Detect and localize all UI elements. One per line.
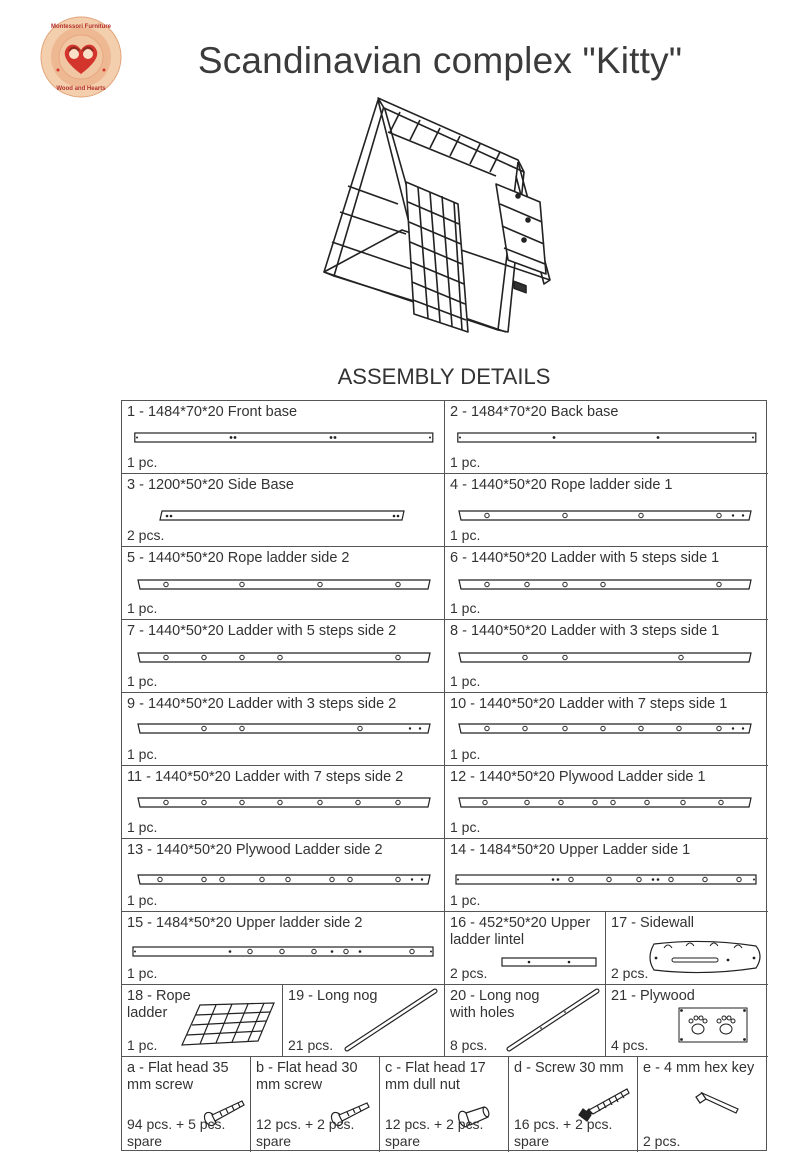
- part-label: 9 - 1440*50*20 Ladder with 3 steps side 2: [127, 696, 397, 712]
- part-cell: [445, 766, 768, 839]
- part-beam-illustration: [136, 721, 432, 735]
- part-beam-illustration: [136, 872, 432, 886]
- part-qty: 1 pc.: [450, 454, 481, 470]
- parts-grid: [121, 400, 767, 1151]
- hex-key-icon: [694, 1091, 742, 1115]
- hardware-cell: [122, 1057, 251, 1152]
- hardware-label: c - Flat head 17 mm dull nut: [385, 1060, 486, 1093]
- part-beam-illustration: [136, 577, 432, 591]
- part-qty: 21 pcs.: [288, 1037, 334, 1053]
- part-qty: 1 pc.: [450, 600, 481, 616]
- part-cell: [445, 401, 768, 474]
- part-qty: 2 pcs.: [611, 965, 649, 981]
- part-label: 3 - 1200*50*20 Side Base: [127, 477, 294, 493]
- part-label: 16 - 452*50*20 Upper ladder lintel: [450, 915, 591, 948]
- hardware-qty: 12 pcs. + 2 pcs. spare: [385, 1116, 484, 1149]
- part-label: 19 - Long nog: [288, 988, 378, 1004]
- part-label: 14 - 1484*50*20 Upper Ladder side 1: [450, 842, 691, 858]
- part-label: 6 - 1440*50*20 Ladder with 5 steps side 1: [450, 550, 720, 566]
- part-qty: 1 pc.: [127, 673, 158, 689]
- brand-logo: [38, 14, 124, 100]
- part-cell: [445, 839, 768, 912]
- sidewall-illustration: [646, 938, 764, 978]
- hardware-cell: [509, 1057, 638, 1152]
- part-label: 10 - 1440*50*20 Ladder with 7 steps side 1: [450, 696, 728, 712]
- hardware-label: a - Flat head 35 mm screw: [127, 1060, 229, 1093]
- part-cell: [445, 547, 768, 620]
- part-qty: 4 pcs.: [611, 1037, 649, 1053]
- part-qty: 1 pc.: [127, 454, 158, 470]
- part-label: 21 - Plywood: [611, 988, 695, 1004]
- part-cell: [283, 985, 445, 1057]
- part-qty: 1 pc.: [127, 819, 158, 835]
- part-qty: 1 pc.: [127, 600, 158, 616]
- hardware-cell: [638, 1057, 768, 1152]
- part-beam-illustration: [457, 650, 753, 664]
- part-beam-illustration: [132, 944, 434, 958]
- complex-illustration: [318, 92, 558, 354]
- part-cell: [122, 401, 445, 474]
- part-label: 13 - 1440*50*20 Plywood Ladder side 2: [127, 842, 383, 858]
- part-cell: [122, 693, 445, 766]
- part-beam-illustration: [501, 956, 597, 968]
- long-nog-illustration: [343, 987, 439, 1053]
- hardware-qty: 94 pcs. + 5 pcs. spare: [127, 1116, 226, 1149]
- part-cell: [445, 620, 768, 693]
- part-qty: 1 pc.: [450, 746, 481, 762]
- part-label: 15 - 1484*50*20 Upper ladder side 2: [127, 915, 363, 931]
- hardware-qty: 12 pcs. + 2 pcs. spare: [256, 1116, 355, 1149]
- part-label: 8 - 1440*50*20 Ladder with 3 steps side 1: [450, 623, 720, 639]
- part-label: 12 - 1440*50*20 Plywood Ladder side 1: [450, 769, 706, 785]
- part-qty: 1 pc.: [450, 527, 481, 543]
- part-label: 1 - 1484*70*20 Front base: [127, 404, 298, 420]
- part-cell: [445, 912, 606, 985]
- part-qty: 1 pc.: [127, 892, 158, 908]
- part-qty: 8 pcs.: [450, 1037, 488, 1053]
- part-label: 20 - Long nog with holes: [450, 988, 540, 1021]
- hardware-cell: [380, 1057, 509, 1152]
- part-cell: [122, 547, 445, 620]
- hardware-cell: [251, 1057, 380, 1152]
- part-label: 17 - Sidewall: [611, 915, 695, 931]
- part-beam-illustration: [136, 795, 432, 809]
- part-qty: 1 pc.: [450, 819, 481, 835]
- part-cell: [122, 474, 445, 547]
- part-cell: [122, 766, 445, 839]
- part-beam-illustration: [457, 431, 757, 445]
- logo-bottom-text: Wood and Hearts: [56, 86, 106, 92]
- long-nog-with-holes-illustration: [505, 987, 601, 1053]
- part-cell: [122, 620, 445, 693]
- part-beam-illustration: [457, 721, 753, 735]
- part-cell: [606, 912, 768, 985]
- part-cell: [122, 912, 445, 985]
- part-label: 18 - Rope ladder: [127, 988, 191, 1021]
- part-cell: [445, 474, 768, 547]
- part-qty: 1 pc.: [127, 965, 158, 981]
- part-qty: 1 pc.: [127, 746, 158, 762]
- part-cell: [445, 985, 606, 1057]
- part-beam-illustration: [457, 795, 753, 809]
- part-cell: [606, 985, 768, 1057]
- part-beam-illustration: [136, 650, 432, 664]
- part-cell: [122, 839, 445, 912]
- page-title: Scandinavian complex "Kitty": [197, 40, 683, 81]
- logo-top-text: Montessori Furniture: [50, 24, 111, 30]
- part-label: 2 - 1484*70*20 Back base: [450, 404, 619, 420]
- part-beam-illustration: [455, 872, 757, 886]
- part-beam-illustration: [457, 508, 753, 522]
- part-qty: 1 pc.: [450, 673, 481, 689]
- part-label: 4 - 1440*50*20 Rope ladder side 1: [450, 477, 673, 493]
- hardware-label: d - Screw 30 mm: [514, 1060, 624, 1076]
- part-beam-illustration: [158, 508, 408, 522]
- hardware-qty: 16 pcs. + 2 pcs. spare: [514, 1116, 613, 1149]
- part-cell: [445, 693, 768, 766]
- part-beam-illustration: [134, 431, 434, 445]
- hardware-label: b - Flat head 30 mm screw: [256, 1060, 358, 1093]
- part-qty: 2 pcs.: [127, 527, 165, 543]
- part-label: 7 - 1440*50*20 Ladder with 5 steps side 2: [127, 623, 397, 639]
- part-beam-illustration: [457, 577, 753, 591]
- hardware-label: e - 4 mm hex key: [643, 1060, 755, 1076]
- part-qty: 1 pc.: [450, 892, 481, 908]
- part-qty: 1 pc.: [127, 1037, 158, 1053]
- part-qty: 2 pcs.: [450, 965, 488, 981]
- rope-ladder-illustration: [178, 999, 278, 1051]
- part-label: 5 - 1440*50*20 Rope ladder side 2: [127, 550, 350, 566]
- plywood-illustration: [678, 1007, 748, 1043]
- part-cell: [122, 985, 283, 1057]
- part-label: 11 - 1440*50*20 Ladder with 7 steps side 2: [127, 769, 404, 785]
- section-title: ASSEMBLY DETAILS: [337, 364, 551, 389]
- hardware-qty: 2 pcs.: [643, 1133, 681, 1149]
